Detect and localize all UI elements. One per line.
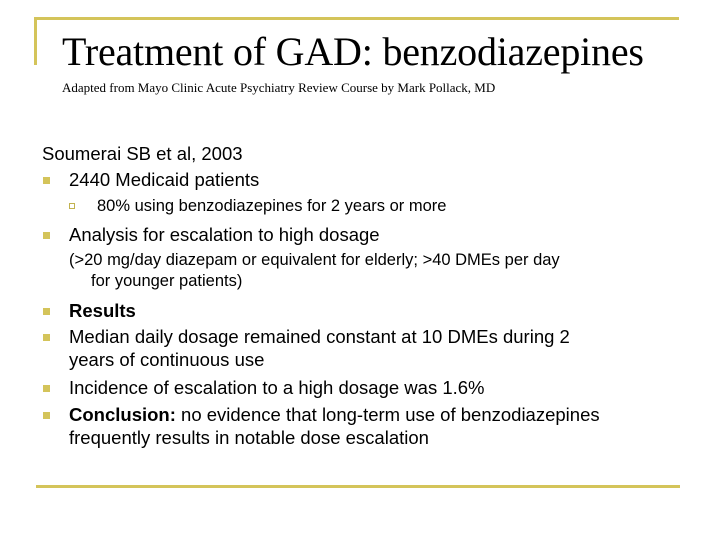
hollow-square-bullet-icon: [69, 203, 75, 209]
bullet-text: [69, 403, 679, 449]
square-bullet-icon: [43, 308, 50, 315]
bullet-line-2: frequently results in notable dose escalation: [69, 427, 429, 448]
square-bullet-icon: [43, 177, 50, 184]
bullet-line-1: Median daily dosage remained constant at 10 DMEs during 2: [69, 326, 570, 347]
results-label: Results: [69, 300, 136, 321]
bullet-text: [69, 325, 679, 371]
square-bullet-icon: [43, 385, 50, 392]
bullet-text: Incidence of escalation to a high dosage was 1.6%: [69, 377, 485, 398]
study-heading: Soumerai SB et al, 2003: [42, 143, 243, 164]
subbullet-text: 80% using benzodiazepines for 2 years or more: [97, 197, 447, 215]
bullet-text: [69, 299, 679, 322]
square-bullet-icon: [43, 232, 50, 239]
slide-subtitle: Adapted from Mayo Clinic Acute Psychiatry Review Course by Mark Pollack, MD: [62, 80, 496, 95]
frame-left-rule: [34, 17, 37, 65]
frame-bottom-rule: [36, 485, 680, 488]
bullet-text: 2440 Medicaid patients: [69, 169, 260, 190]
bullet-line-2: years of continuous use: [69, 349, 265, 370]
frame-top-rule: [34, 17, 679, 20]
note-line-2: for younger patients): [91, 272, 243, 290]
conclusion-text: no evidence that long-term use of benzodiazepines: [175, 404, 600, 425]
dosage-criteria-note: [69, 250, 689, 292]
square-bullet-icon: [43, 412, 50, 419]
slide-title: Treatment of GAD: benzodiazepines: [62, 29, 644, 74]
bullet-line-1: [69, 403, 679, 426]
conclusion-label: Conclusion:: [69, 404, 176, 425]
square-bullet-icon: [43, 334, 50, 341]
bullet-text: Analysis for escalation to high dosage: [69, 224, 380, 245]
note-line-1: (>20 mg/day diazepam or equivalent for elderly; >40 DMEs per day: [69, 251, 560, 269]
